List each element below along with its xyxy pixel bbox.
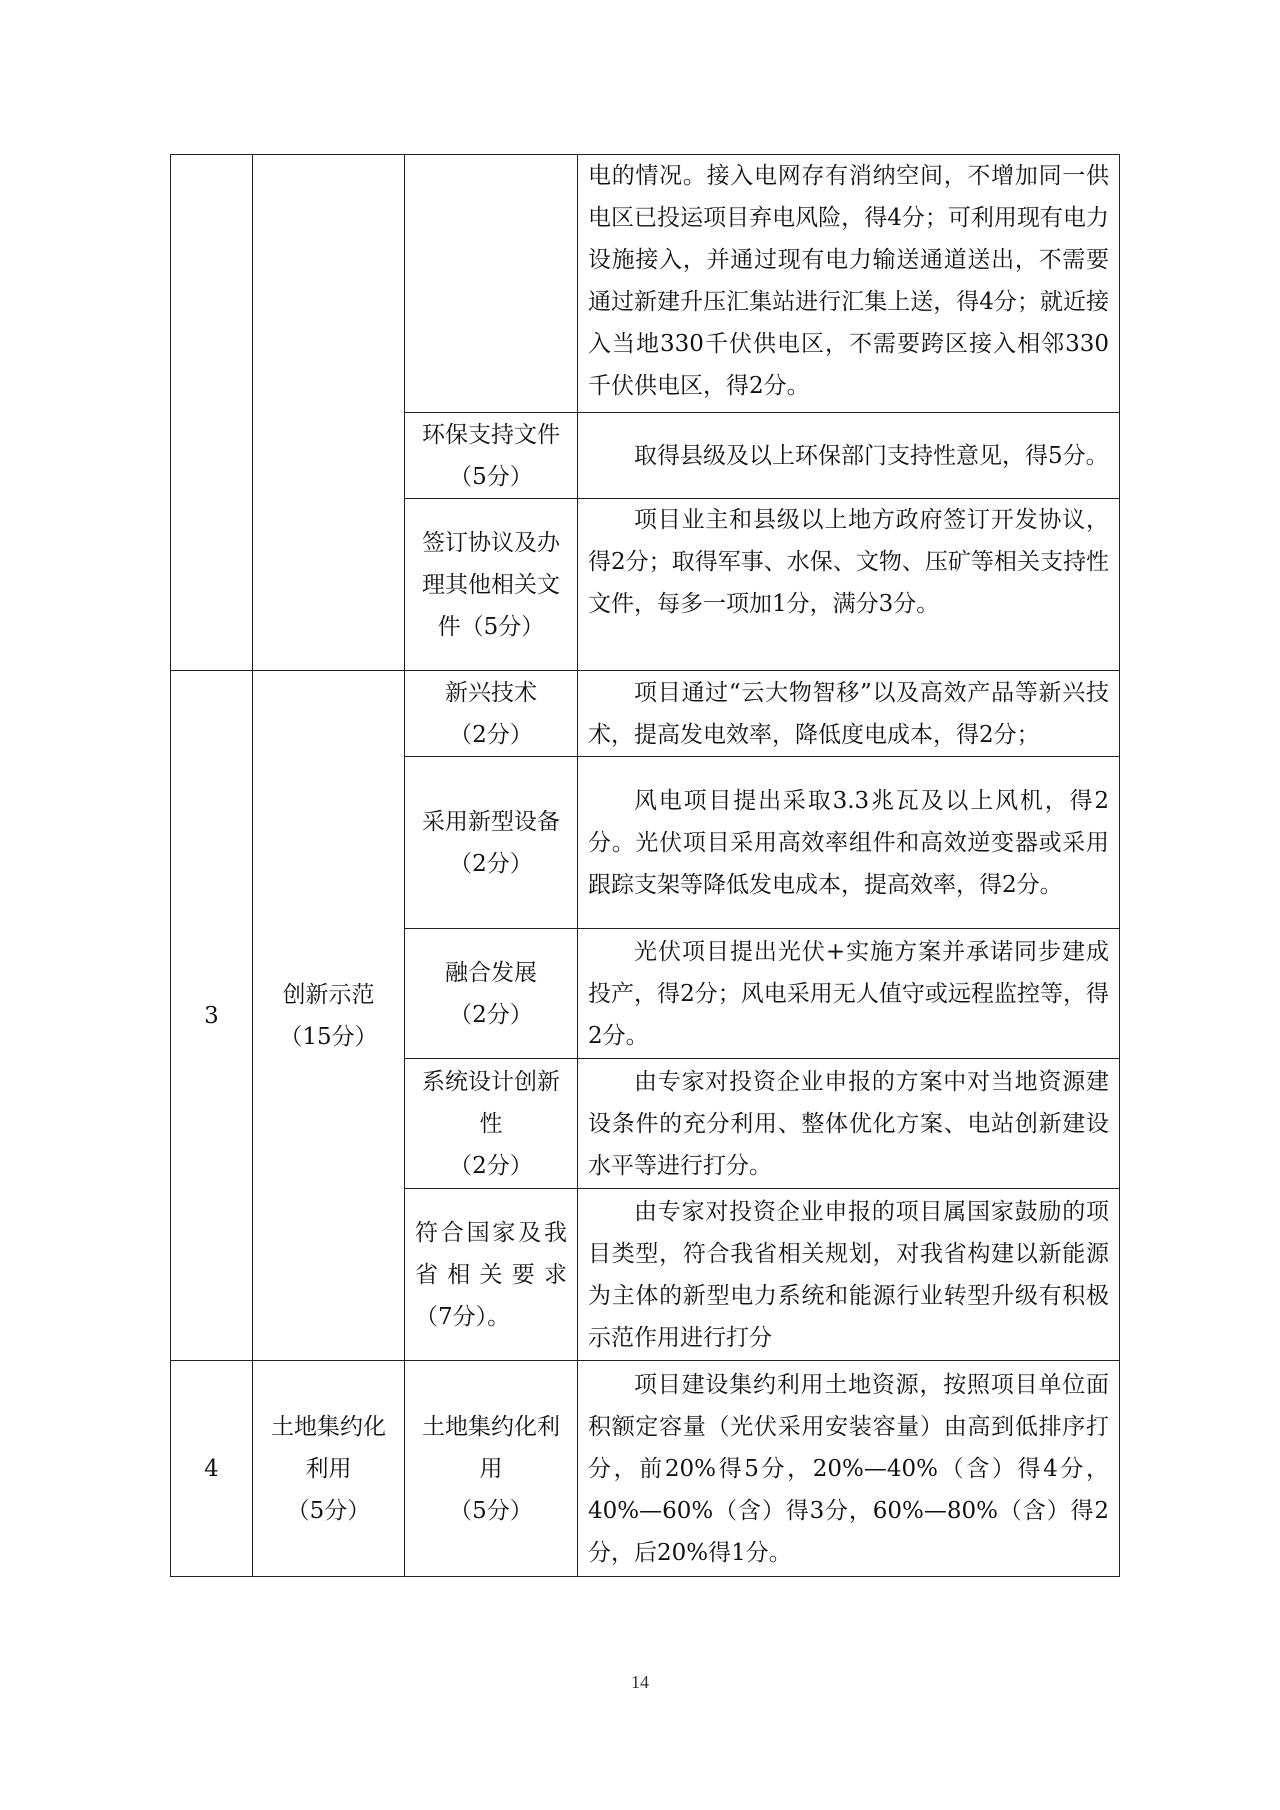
category-cell bbox=[253, 155, 405, 671]
sub-item-label: 系统设计创新性 bbox=[422, 1068, 560, 1137]
sub-item-cell bbox=[405, 929, 578, 1059]
sub-item-label: 签订协议及办理其他相关文件（5分） bbox=[422, 529, 560, 640]
sub-item-cell bbox=[405, 757, 578, 929]
criteria-cell bbox=[578, 499, 1120, 671]
table-row bbox=[171, 1361, 1120, 1577]
sub-item-cell bbox=[405, 155, 578, 413]
item-number: 4 bbox=[204, 1455, 219, 1482]
category-cell bbox=[253, 671, 405, 1361]
criteria-text: 项目业主和县级以上地方政府签订开发协议，得2分；取得军事、水保、文物、压矿等相关支持性文件，每多一项加1分，满分3分。 bbox=[588, 507, 1109, 617]
item-number: 3 bbox=[204, 1002, 219, 1029]
criteria-cell bbox=[578, 757, 1120, 929]
table-row bbox=[171, 155, 1120, 413]
sub-item-label: 新兴技术 bbox=[445, 679, 537, 706]
criteria-cell bbox=[578, 155, 1120, 413]
item-number-cell bbox=[171, 155, 253, 671]
sub-item-label: 融合发展 bbox=[445, 959, 537, 986]
sub-item-cell bbox=[405, 1059, 578, 1189]
item-number-cell bbox=[171, 671, 253, 1361]
sub-item-cell bbox=[405, 499, 578, 671]
sub-item-label: 符合国家及我省相关要求（7分）。 bbox=[415, 1219, 567, 1330]
sub-item-score: （2分） bbox=[449, 721, 533, 748]
sub-item-label: 采用新型设备 bbox=[422, 808, 560, 835]
sub-item-cell bbox=[405, 1361, 578, 1577]
scoring-table bbox=[170, 154, 1120, 1577]
page-number: 14 bbox=[631, 1672, 649, 1692]
sub-item-cell bbox=[405, 1189, 578, 1361]
criteria-cell bbox=[578, 671, 1120, 757]
criteria-cell bbox=[578, 929, 1120, 1059]
criteria-text: 项目通过“云大物智移”以及高效产品等新兴技术，提高发电效率，降低度电成本，得2分； bbox=[588, 679, 1109, 748]
sub-item-cell bbox=[405, 671, 578, 757]
sub-item-label: 土地集约化利用 bbox=[422, 1413, 560, 1482]
criteria-cell bbox=[578, 413, 1120, 499]
sub-item-score: （2分） bbox=[449, 1152, 533, 1179]
criteria-cell bbox=[578, 1189, 1120, 1361]
criteria-text: 风电项目提出采取3.3兆瓦及以上风机，得2分。光伏项目采用高效率组件和高效逆变器或采用跟踪支架等降低发电成本，提高效率，得2分。 bbox=[588, 787, 1109, 898]
sub-item-cell bbox=[405, 413, 578, 499]
category-score: （15分） bbox=[279, 1023, 378, 1050]
criteria-cell bbox=[578, 1059, 1120, 1189]
table-row bbox=[171, 671, 1120, 757]
criteria-text: 电的情况。接入电网存有消纳空间，不增加同一供电区已投运项目弃电风险，得4分；可利用现有电力设施接入，并通过现有电力输送通道送出，不需要通过新建升压汇集站进行汇集上送，得4分；就近接入当地330千伏供电区，不需要跨区接入相邻330千伏供电区，得2分。 bbox=[588, 163, 1109, 399]
category-cell bbox=[253, 1361, 405, 1577]
category-label: 创新示范 bbox=[282, 981, 375, 1008]
sub-item-score: （2分） bbox=[449, 1001, 533, 1028]
sub-item-score: （5分） bbox=[449, 1497, 533, 1524]
criteria-cell bbox=[578, 1361, 1120, 1577]
category-label: 土地集约化利用 bbox=[271, 1413, 386, 1482]
category-score: （5分） bbox=[286, 1497, 371, 1524]
criteria-text: 项目建设集约利用土地资源，按照项目单位面积额定容量（光伏采用安装容量）由高到低排序打分，前20%得5分，20%—40%（含）得4分，40%—60%（含）得3分，60%—80%（含）得2分，后20%得1分。 bbox=[588, 1371, 1109, 1566]
sub-item-label: 环保支持文件（5分） bbox=[422, 421, 560, 490]
criteria-text: 由专家对投资企业申报的方案中对当地资源建设条件的充分利用、整体优化方案、电站创新建设水平等进行打分。 bbox=[588, 1068, 1109, 1179]
item-number-cell bbox=[171, 1361, 253, 1577]
criteria-text: 取得县级及以上环保部门支持性意见，得5分。 bbox=[634, 442, 1109, 469]
criteria-text: 由专家对投资企业申报的项目属国家鼓励的项目类型，符合我省相关规划，对我省构建以新能源为主体的新型电力系统和能源行业转型升级有积极示范作用进行打分 bbox=[588, 1198, 1109, 1351]
sub-item-score: （2分） bbox=[449, 850, 533, 877]
criteria-text: 光伏项目提出光伏+实施方案并承诺同步建成投产，得2分；风电采用无人值守或远程监控等，得2分。 bbox=[588, 938, 1109, 1049]
